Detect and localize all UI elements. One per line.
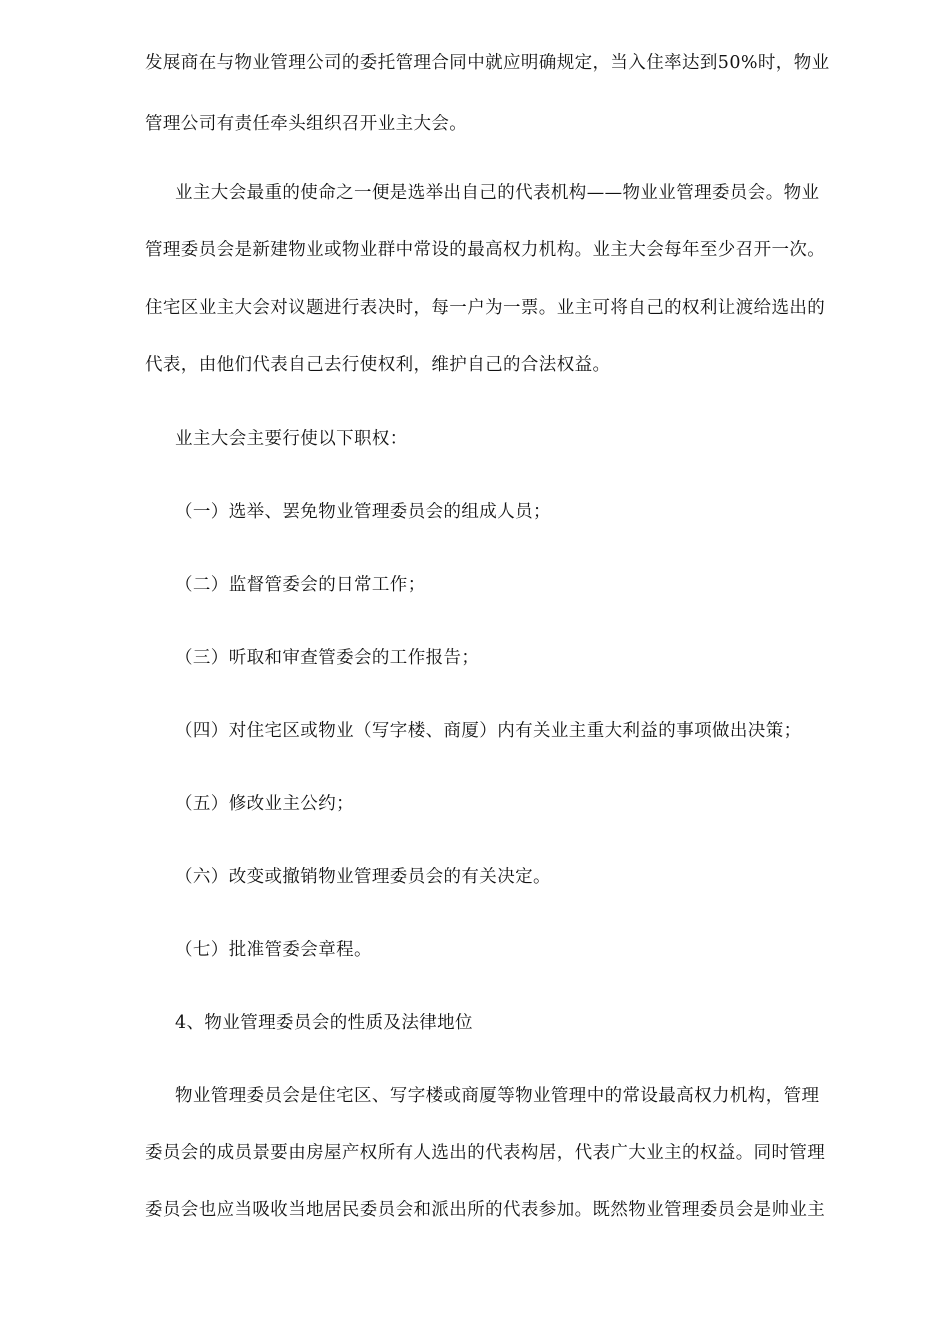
paragraph2-line-1: 业主大会最重的使命之一便是选举出自己的代表机构——物业业管理委员会。物业	[175, 183, 820, 203]
paragraph2-line-3: 住宅区业主大会对议题进行表决时，每一户为一票。业主可将自己的权利让渡给选出的	[145, 298, 826, 318]
paragraph2-line-4: 代表，由他们代表自己去行使权利，维护自己的合法权益。	[145, 355, 611, 375]
power-item-3: （三）听取和审查管委会的工作报告；	[175, 648, 480, 668]
paragraph3-line-3: 委员会也应当吸收当地居民委员会和派出所的代表参加。既然物业管理委员会是帅业主	[145, 1200, 826, 1220]
paragraph3-line-1: 物业管理委员会是住宅区、写字楼或商厦等物业管理中的常设最高权力机构，管理	[175, 1086, 820, 1106]
power-item-2: （二）监督管委会的日常工作；	[175, 575, 426, 595]
power-item-4: （四）对住宅区或物业（写字楼、商厦）内有关业主重大利益的事项做出决策；	[175, 721, 802, 741]
powers-intro: 业主大会主要行使以下职权：	[175, 429, 408, 449]
paragraph1-line-2: 管理公司有责任牵头组织召开业主大会。	[145, 114, 468, 134]
power-item-6: （六）改变或撤销物业管理委员会的有关决定。	[175, 867, 551, 887]
paragraph2-line-2: 管理委员会是新建物业或物业群中常设的最高权力机构。业主大会每年至少召开一次。	[145, 240, 826, 260]
paragraph1-line-1: 发展商在与物业管理公司的委托管理合同中就应明确规定，当入住率达到50%时，物业	[145, 53, 830, 73]
power-item-7: （七）批准管委会章程。	[175, 940, 372, 960]
power-item-5: （五）修改业主公约；	[175, 794, 354, 814]
section-heading: 4、物业管理委员会的性质及法律地位	[175, 1013, 473, 1033]
power-item-1: （一）选举、罢免物业管理委员会的组成人员；	[175, 502, 551, 522]
paragraph3-line-2: 委员会的成员景要由房屋产权所有人选出的代表构居，代表广大业主的权益。同时管理	[145, 1143, 826, 1163]
